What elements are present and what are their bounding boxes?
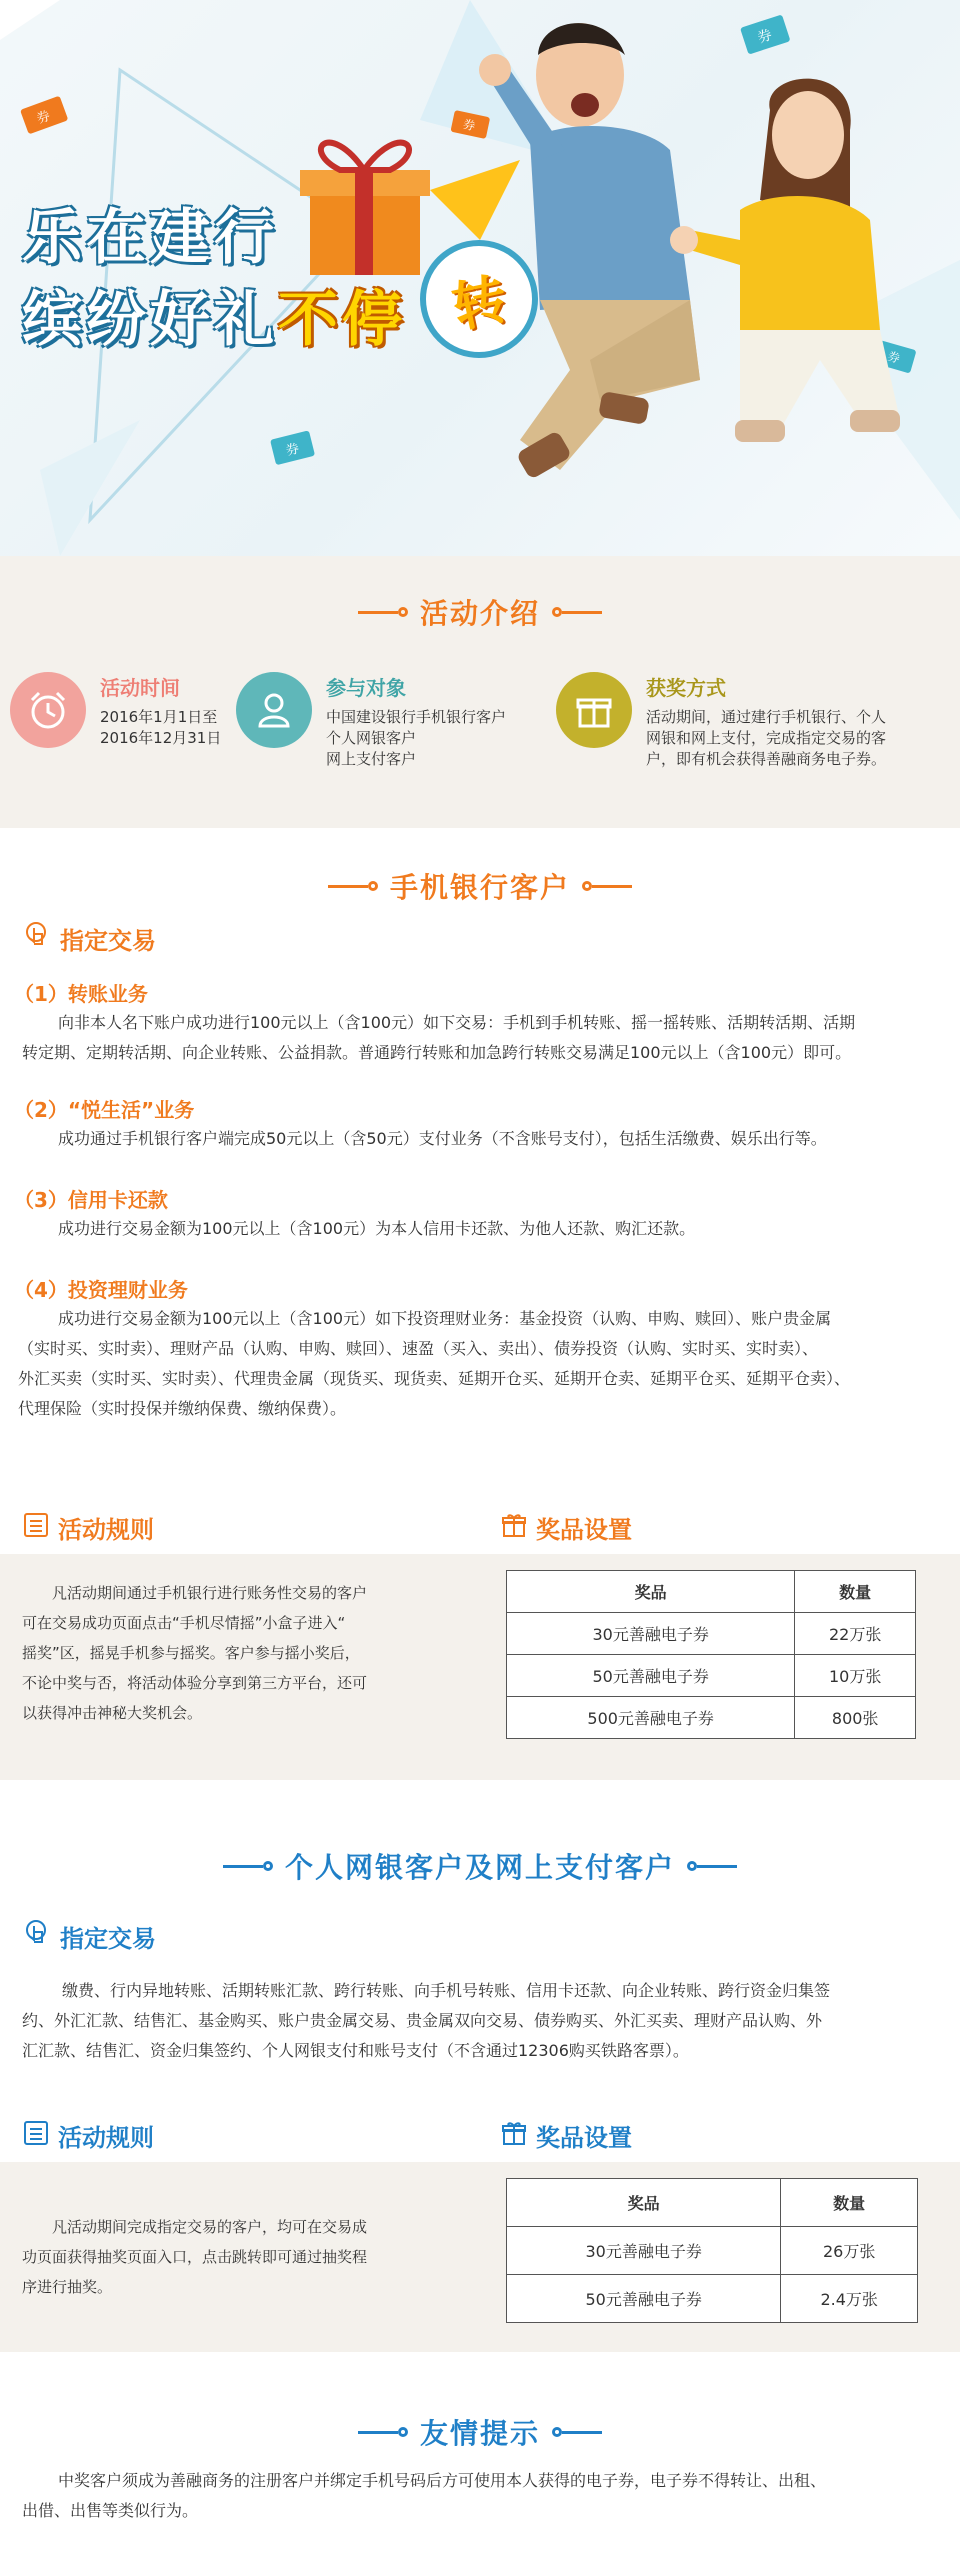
intro-target-line: 中国建设银行手机银行客户 <box>326 708 507 726</box>
hero-banner <box>0 0 960 556</box>
section-title-text: 活动介绍 <box>419 597 540 630</box>
table-cell: 10万张 <box>795 1655 916 1697</box>
table-cell: 26万张 <box>781 2227 918 2275</box>
coupon-icon <box>740 14 790 54</box>
rules-line: 摇奖”区，摇晃手机参与摇奖。客户参与摇小奖后， <box>22 1644 360 1662</box>
section-title-online <box>0 1846 960 1886</box>
table-row <box>507 1697 916 1739</box>
section-title-tips <box>0 2412 960 2452</box>
designated-trade-heading <box>22 920 156 956</box>
rules-heading <box>22 1510 154 1545</box>
triangle-bottom <box>40 420 140 556</box>
list-icon <box>22 1511 50 1545</box>
title-decoration-left <box>358 2427 408 2437</box>
item-line: 成功通过手机银行客户端完成50元以上（含50元）支付业务（不含账号支付），包括生活缴费、娱乐出行等。 <box>58 1129 827 1148</box>
section-title-text: 个人网银客户及网上支付客户 <box>284 1851 675 1884</box>
intro-target-line: 网上支付客户 <box>326 750 417 768</box>
rules-line: 不论中奖与否，将活动体验分享到第三方平台，还可 <box>22 1674 368 1692</box>
table-cell: 30元善融电子券 <box>507 1613 795 1655</box>
table-cell: 800张 <box>795 1697 916 1739</box>
rules-text <box>22 2212 442 2302</box>
prizes-heading <box>500 1510 632 1545</box>
table-cell: 2.4万张 <box>781 2275 918 2323</box>
hero-title-line2-text: 缤纷好礼 <box>22 285 278 355</box>
designated-trade-text <box>22 1976 942 2066</box>
tips-text <box>22 2466 942 2526</box>
svg-text:券: 券 <box>461 117 477 134</box>
intro-section <box>0 556 960 828</box>
gift-icon <box>556 672 632 748</box>
hand-pointer-icon <box>22 920 52 956</box>
svg-text:券: 券 <box>284 441 301 460</box>
item-line: 转定期、定期转活期、向企业转账、公益捐款。普通跨行转账和加急跨行转账交易满足100元以上（含100元）即可。 <box>22 1043 852 1062</box>
user-icon <box>236 672 312 748</box>
intro-method-line: 户，即有机会获得善融商务电子券。 <box>646 750 887 768</box>
rules-line: 以获得冲击神秘大奖机会。 <box>22 1704 203 1722</box>
section-title-text: 手机银行客户 <box>389 871 570 904</box>
mobile-banking-section <box>0 828 960 1828</box>
alarm-clock-icon <box>10 672 86 748</box>
list-icon <box>22 2119 50 2153</box>
rules-line: 序进行抽奖。 <box>22 2278 113 2296</box>
table-cell: 30元善融电子券 <box>507 2227 781 2275</box>
rules-line: 功页面获得抽奖页面入口，点击跳转即可通过抽奖程 <box>22 2248 368 2266</box>
rules-prizes-panel <box>0 2162 960 2352</box>
table-row <box>507 2275 918 2323</box>
svg-text:券: 券 <box>34 108 53 128</box>
prize-table <box>506 2178 918 2323</box>
coupon-icon <box>20 96 68 135</box>
hand-pointer-icon <box>22 1918 52 1954</box>
title-decoration-left <box>328 881 378 891</box>
section-title-text: 友情提示 <box>419 2417 540 2450</box>
intro-time <box>10 672 221 749</box>
hero-title-line1: 乐在建行 <box>22 203 278 273</box>
trade-line: 约、外汇汇款、结售汇、基金购买、账户贵金属交易、贵金属双向交易、债券购买、外汇买卖、理财产品认购、外 <box>22 2011 823 2030</box>
title-decoration-right <box>552 607 602 617</box>
hero-title-line2 <box>22 272 406 358</box>
item-title: （1）转账业务 <box>14 982 148 1006</box>
rules-title: 活动规则 <box>58 2124 154 2152</box>
rules-prizes-panel <box>0 1554 960 1780</box>
tips-line: 中奖客户须成为善融商务的注册客户并绑定手机号码后方可使用本人获得的电子券，电子券不得转让、出租、 <box>58 2471 827 2490</box>
gift-icon <box>500 2119 528 2153</box>
table-cell: 50元善融电子券 <box>507 2275 781 2323</box>
designated-trade-title: 指定交易 <box>60 926 156 955</box>
designated-trade-title: 指定交易 <box>60 1924 156 1953</box>
item-title: （3）信用卡还款 <box>14 1188 168 1212</box>
table-row <box>507 1613 916 1655</box>
item-line: 成功进行交易金额为100元以上（含100元）为本人信用卡还款、为他人还款、购汇还款。 <box>58 1219 696 1238</box>
table-header: 数量 <box>795 1571 916 1613</box>
table-header-row <box>507 1571 916 1613</box>
table-header: 奖品 <box>507 2179 781 2227</box>
title-decoration-right <box>582 881 632 891</box>
table-cell: 500元善融电子券 <box>507 1697 795 1739</box>
intro-method-heading: 获奖方式 <box>646 676 726 700</box>
item-line: 成功进行交易金额为100元以上（含100元）如下投资理财业务：基金投资（认购、申购、赎回）、账户贵金属 <box>58 1309 832 1328</box>
item-body <box>58 1214 938 1244</box>
title-decoration-left <box>223 1861 273 1871</box>
item-body <box>18 1304 942 1424</box>
trade-line: 汇汇款、结售汇、资金归集签约、个人网银支付和账号支付（不含通过12306购买铁路客票）。 <box>22 2041 689 2060</box>
svg-text:券: 券 <box>886 349 902 366</box>
item-line: 向非本人名下账户成功进行100元以上（含100元）如下交易：手机到手机转账、摇一摇转账、活期转活期、活期 <box>58 1013 856 1032</box>
rules-title: 活动规则 <box>58 1516 154 1544</box>
prizes-title: 奖品设置 <box>536 2124 632 2152</box>
item-title: （4）投资理财业务 <box>14 1278 188 1302</box>
prizes-title: 奖品设置 <box>536 1516 632 1544</box>
svg-text:券: 券 <box>755 26 775 47</box>
section-title-mobile <box>0 866 960 906</box>
table-cell: 50元善融电子券 <box>507 1655 795 1697</box>
rules-text <box>22 1578 442 1728</box>
item-body <box>22 1008 942 1068</box>
prizes-heading <box>500 2118 632 2153</box>
intro-target-heading: 参与对象 <box>326 676 406 700</box>
intro-time-heading: 活动时间 <box>100 676 180 700</box>
item-title: （2）“悦生活”业务 <box>14 1098 195 1122</box>
intro-time-line: 2016年1月1日至 <box>100 708 218 726</box>
tips-section <box>0 2412 960 2566</box>
hero-title-highlight: 不停 <box>278 285 406 355</box>
trade-line: 缴费、行内异地转账、活期转账汇款、跨行转账、向手机号转账、信用卡还款、向企业转账、跨行资金归集签 <box>62 1981 831 2000</box>
item-line: （实时买、实时卖）、理财产品（认购、申购、赎回）、速盈（买入、卖出）、债券投资（认购、实时买、实时卖）、 <box>18 1339 819 1358</box>
rules-heading <box>22 2118 154 2153</box>
title-decoration-left <box>358 607 408 617</box>
table-row <box>507 1655 916 1697</box>
table-header: 数量 <box>781 2179 918 2227</box>
intro-time-line: 2016年12月31日 <box>100 729 222 747</box>
item-line: 代理保险（实时投保并缴纳保费、缴纳保费）。 <box>18 1399 347 1418</box>
spin-badge: 转 <box>409 229 549 369</box>
table-cell: 22万张 <box>795 1613 916 1655</box>
title-decoration-right <box>552 2427 602 2437</box>
rules-line: 可在交易成功页面点击“手机尽情摇”小盒子进入“ <box>22 1614 346 1632</box>
designated-trade-heading <box>22 1918 156 1954</box>
intro-target-line: 个人网银客户 <box>326 729 417 747</box>
intro-method-line: 活动期间，通过建行手机银行、个人 <box>646 708 887 726</box>
intro-target <box>236 672 506 770</box>
intro-method <box>556 672 886 770</box>
table-header-row <box>507 2179 918 2227</box>
intro-method-line: 网银和网上支付，完成指定交易的客 <box>646 729 887 747</box>
rules-line: 凡活动期间完成指定交易的客户，均可在交易成 <box>52 2218 368 2236</box>
triangle-white <box>0 0 60 40</box>
woman-figure <box>670 79 900 442</box>
table-row <box>507 2227 918 2275</box>
table-header: 奖品 <box>507 1571 795 1613</box>
item-line: 外汇买卖（实时买、实时卖）、代理贵金属（现货买、现货卖、延期开仓买、延期开仓卖、延期平仓买、延期平仓卖）、 <box>18 1369 851 1388</box>
gift-icon <box>500 1511 528 1545</box>
title-decoration-right <box>687 1861 737 1871</box>
section-title-intro <box>0 592 960 632</box>
prize-table <box>506 1570 916 1739</box>
coupon-icon <box>270 430 315 465</box>
online-banking-section <box>0 1828 960 2412</box>
tips-line: 出借、出售等类似行为。 <box>22 2501 199 2520</box>
item-body <box>58 1124 938 1154</box>
rules-line: 凡活动期间通过手机银行进行账务性交易的客户 <box>52 1584 368 1602</box>
